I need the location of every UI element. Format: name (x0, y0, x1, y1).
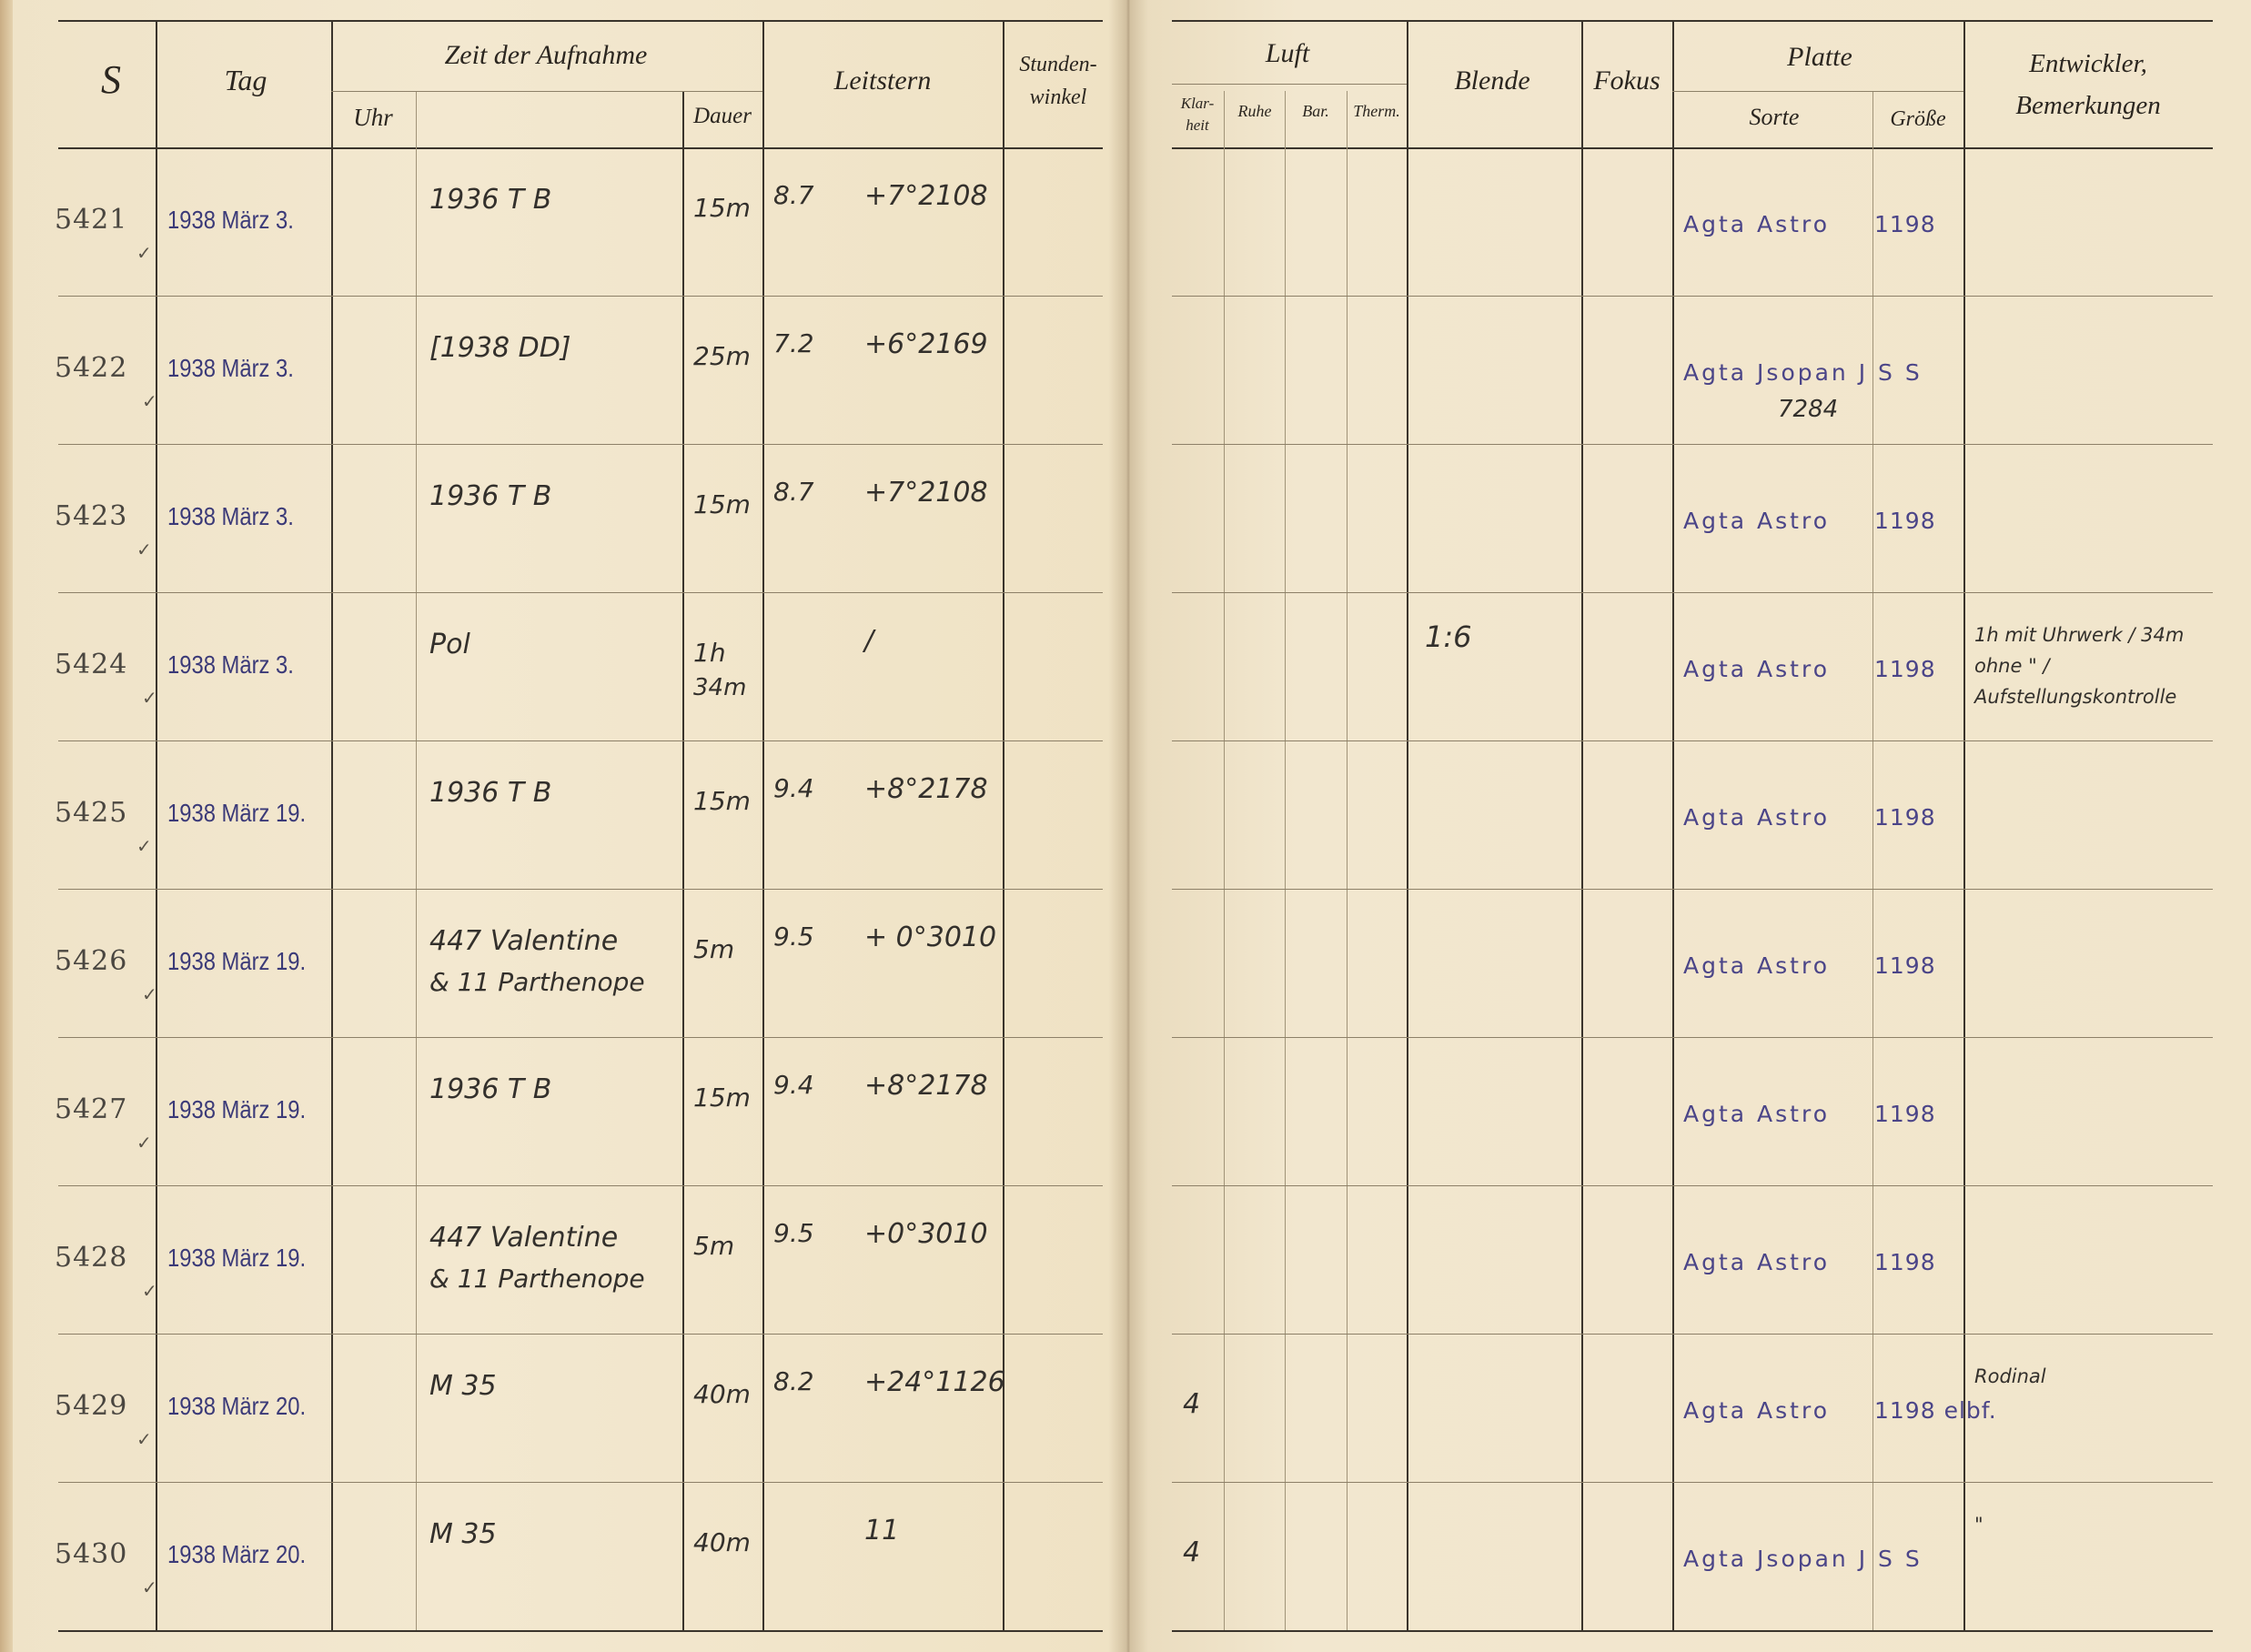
row-s-number: 5423 (55, 500, 128, 532)
row-duration: 25m (693, 341, 751, 371)
col-rule (331, 20, 333, 1630)
row-declination: +6°2169 (864, 328, 988, 360)
row-rule-right (1172, 296, 2213, 297)
col-rule (1963, 20, 1965, 1630)
row-remarks: Rodinal (1974, 1365, 2046, 1387)
row-date: 1938 März 19. (167, 1095, 307, 1123)
row-date: 1938 März 20. (167, 1392, 307, 1420)
row-plate-size: 1198 (1874, 1101, 1936, 1127)
check-mark: ✓ (136, 1428, 152, 1450)
row-object: M 35 (429, 1518, 497, 1550)
row-magnitude: 9.4 (773, 773, 814, 803)
col-rule (1581, 20, 1583, 1630)
row-duration: 15m (693, 1083, 751, 1113)
bottom-rule-right (1172, 1630, 2213, 1632)
row-declination: + 0°3010 (864, 922, 997, 953)
row-s-number: 5427 (55, 1093, 128, 1125)
row-rule-left (58, 296, 1103, 297)
col-rule (416, 91, 417, 1630)
row-rule-right (1172, 592, 2213, 593)
row-declination: +7°2108 (864, 477, 988, 509)
row-s-number: 5428 (55, 1242, 128, 1274)
header-sorte: Sorte (1749, 104, 1800, 130)
row-object: [1938 DD] (429, 332, 571, 364)
col-rule (156, 20, 157, 1630)
row-magnitude: 9.4 (773, 1070, 814, 1100)
row-s-number: 5425 (55, 797, 128, 829)
row-date: 1938 März 20. (167, 1540, 307, 1568)
header-dauer: Dauer (693, 104, 752, 128)
book-gutter (1108, 0, 1148, 1652)
row-object: Pol (429, 629, 470, 660)
row-remarks: 1h mit Uhrwerk / 34m ohne " / Aufstellungskontrolle (1974, 624, 2185, 708)
bottom-rule-left (58, 1630, 1103, 1632)
row-object: 447 Valentine (429, 1222, 619, 1254)
row-duration: 5m (693, 1231, 735, 1261)
col-rule (762, 20, 764, 1630)
row-object-2: & 11 Parthenope (429, 967, 645, 997)
row-magnitude: 9.5 (773, 1218, 814, 1248)
header-klarheit-2: heit (1186, 116, 1209, 134)
row-plate-size: 1198 (1874, 656, 1936, 682)
row-rule-left (58, 1037, 1103, 1038)
luft-subrule (1172, 84, 1407, 85)
row-date: 1938 März 3. (167, 502, 294, 530)
check-mark: ✓ (136, 835, 152, 857)
col-rule (1285, 91, 1286, 1630)
check-mark: ✓ (142, 983, 157, 1005)
header-klarheit-1: Klar- (1180, 95, 1215, 112)
row-magnitude: 8.7 (773, 477, 814, 507)
row-object: 1936 T B (429, 777, 552, 809)
row-magnitude: 9.5 (773, 922, 814, 952)
row-s-number: 5429 (55, 1390, 128, 1422)
top-rule-right (1172, 20, 2213, 22)
col-rule (1347, 91, 1348, 1630)
row-plate-type: Agta Astro (1683, 656, 1830, 682)
row-declination: / (864, 625, 874, 657)
row-object: 1936 T B (429, 1073, 552, 1105)
row-plate-size: 1198 (1874, 804, 1936, 831)
row-rule-right (1172, 1185, 2213, 1186)
row-plate-type: Agta Astro (1683, 211, 1830, 237)
col-rule (682, 91, 684, 1630)
row-object: 1936 T B (429, 184, 552, 216)
row-rule-left (58, 592, 1103, 593)
row-klarheit: 4 (1183, 1536, 1201, 1568)
row-s-number: 5424 (55, 649, 128, 680)
row-rule-left (58, 1482, 1103, 1483)
header-fokus: Fokus (1593, 65, 1660, 96)
row-declination: +8°2178 (864, 1070, 988, 1102)
row-date: 1938 März 19. (167, 947, 307, 975)
row-object: M 35 (429, 1370, 497, 1402)
row-date: 1938 März 19. (167, 799, 307, 827)
row-rule-right (1172, 444, 2213, 445)
row-duration: 15m (693, 489, 751, 519)
header-uhr: Uhr (353, 104, 393, 131)
row-object-2: & 11 Parthenope (429, 1264, 645, 1294)
row-declination: +8°2178 (864, 773, 988, 805)
check-mark: ✓ (142, 1576, 157, 1598)
row-declination: +0°3010 (864, 1218, 988, 1250)
row-plate-type: Agta Astro (1683, 1101, 1830, 1127)
header-luft: Luft (1265, 38, 1310, 68)
row-rule-left (58, 1185, 1103, 1186)
header-groesse: Größe (1890, 107, 1946, 131)
row-duration: 5m (693, 934, 735, 964)
zeit-subrule (331, 91, 762, 92)
row-duration: 15m (693, 193, 751, 223)
header-rule-right (1172, 147, 2213, 149)
check-mark: ✓ (136, 242, 152, 264)
row-duration: 40m (693, 1527, 751, 1557)
row-plate-type: Agta Astro (1683, 508, 1830, 534)
header-s: S (101, 57, 121, 102)
row-rule-left (58, 444, 1103, 445)
row-s-number: 5430 (55, 1538, 128, 1570)
row-rule-left (58, 1334, 1103, 1335)
page-edge (0, 0, 13, 1652)
check-mark: ✓ (136, 1132, 152, 1153)
row-rule-right (1172, 889, 2213, 890)
row-magnitude: 8.7 (773, 180, 814, 210)
row-magnitude: 7.2 (773, 328, 814, 358)
row-plate-type: Agta Astro (1683, 1249, 1830, 1275)
row-s-number: 5421 (55, 204, 128, 236)
header-bemerkungen: Bemerkungen (2015, 91, 2161, 120)
header-zeit: Zeit der Aufnahme (444, 40, 648, 70)
row-plate-size: 1198 (1874, 211, 1936, 237)
row-declination: +7°2108 (864, 180, 988, 212)
header-tag: Tag (224, 64, 267, 96)
row-declination: +24°1126 (864, 1366, 1005, 1398)
row-object: 447 Valentine (429, 925, 619, 957)
row-rule-right (1172, 740, 2213, 741)
row-rule-right (1172, 1482, 2213, 1483)
check-mark: ✓ (142, 687, 157, 709)
row-remarks: " (1974, 1514, 1984, 1536)
row-rule-right (1172, 1334, 2213, 1335)
header-stunden-2: winkel (1029, 86, 1087, 109)
header-platte: Platte (1787, 42, 1852, 72)
row-klarheit: 4 (1183, 1388, 1201, 1420)
row-date: 1938 März 3. (167, 650, 294, 679)
row-duration-2: 34m (693, 674, 747, 701)
header-entwickler: Entwickler, (2029, 49, 2147, 78)
row-duration: 1h (693, 638, 726, 668)
row-plate-type: Agta Astro (1683, 1397, 1830, 1424)
row-declination: 11 (864, 1515, 900, 1546)
row-plate-size: 1198 (1874, 1249, 1936, 1275)
row-plate-size-2: 7284 (1778, 396, 1839, 423)
col-rule (1872, 91, 1873, 1630)
row-object: 1936 T B (429, 480, 552, 512)
row-rule-right (1172, 1037, 2213, 1038)
row-plate-size: 1198 (1874, 508, 1936, 534)
row-plate-type: Agta Jsopan J S S (1683, 359, 1923, 386)
header-ruhe: Ruhe (1237, 102, 1272, 120)
check-mark: ✓ (142, 390, 157, 412)
row-duration: 40m (693, 1379, 751, 1409)
top-rule-left (58, 20, 1103, 22)
header-therm: Therm. (1353, 102, 1400, 120)
row-date: 1938 März 3. (167, 354, 294, 382)
row-duration: 15m (693, 786, 751, 816)
header-stunden-1: Stunden- (1019, 53, 1097, 76)
row-plate-type: Agta Jsopan J S S (1683, 1546, 1923, 1572)
row-date: 1938 März 19. (167, 1244, 307, 1272)
row-magnitude: 8.2 (773, 1366, 814, 1396)
row-s-number: 5422 (55, 352, 128, 384)
row-s-number: 5426 (55, 945, 128, 977)
col-rule (1224, 91, 1225, 1630)
row-rule-left (58, 740, 1103, 741)
row-plate-type: Agta Astro (1683, 952, 1830, 979)
row-plate-size: 1198 elbf. (1874, 1397, 1997, 1424)
row-date: 1938 März 3. (167, 206, 294, 234)
header-bar: Bar. (1302, 102, 1329, 120)
header-rule-left (58, 147, 1103, 149)
row-plate-size: 1198 (1874, 952, 1936, 979)
col-rule (1672, 20, 1674, 1630)
row-rule-left (58, 889, 1103, 890)
check-mark: ✓ (142, 1280, 157, 1302)
row-plate-type: Agta Astro (1683, 804, 1830, 831)
col-rule (1407, 20, 1408, 1630)
row-blende: 1:6 (1425, 620, 1472, 654)
check-mark: ✓ (136, 539, 152, 560)
platte-subrule (1672, 91, 1963, 92)
header-blende: Blende (1454, 65, 1530, 96)
header-leitstern: Leitstern (833, 65, 932, 96)
